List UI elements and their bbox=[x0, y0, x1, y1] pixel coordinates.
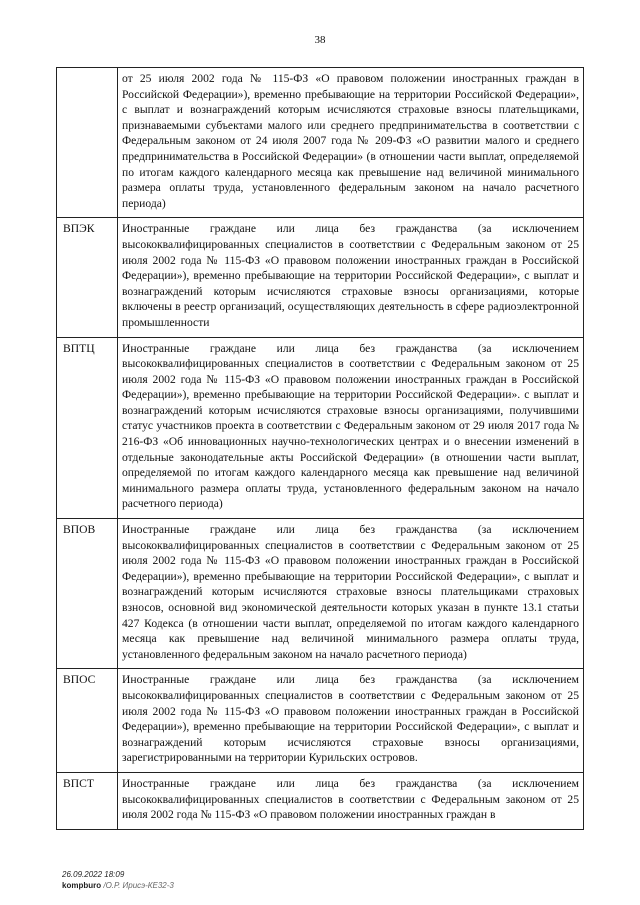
row-description: Иностранные граждане или лица без гражданства (за исключением высококвалифицированных специалистов в соответствии с Федеральным законом от 25 июля 2002 года № 115-ФЗ «О правовом положении иностранных граждан в Российской Федерации»), временно пребывающие на территории Российской Федерации», с выплат и вознаграждений которым исчисляются страховые взносы организациями, зарегистрированными на территории Курильских островов. bbox=[118, 669, 584, 773]
page-number: 38 bbox=[314, 34, 326, 46]
table-row bbox=[57, 772, 584, 829]
row-code: ВПТЦ bbox=[57, 337, 118, 519]
row-code bbox=[57, 68, 118, 218]
row-code: ВПЭК bbox=[57, 218, 118, 337]
row-code: ВПОВ bbox=[57, 519, 118, 669]
row-description: Иностранные граждане или лица без гражданства (за исключением высококвалифицированных специалистов в соответствии с Федеральным законом от 25 июля 2002 года № 115-ФЗ «О правовом положении иностранных граждан в Российской Федерации»), временно пребывающие на территории Российской Федерации», с выплат и вознаграждений которым исчисляются страховые взносы плательщиками страховых взносов, основной вид экономической деятельности которых указан в пункте 13.1 статьи 427 Кодекса (в отношении части выплат, определяемой по итогам каждого календарного месяца как превышение над величиной минимального размера оплаты труда, установленного федеральным законом на начало расчетного периода) bbox=[118, 519, 584, 669]
row-description: Иностранные граждане или лица без гражданства (за исключением высококвалифицированных специалистов в соответствии с Федеральным законом от 25 июля 2002 года № 115-ФЗ «О правовом положении иностранных граждан в bbox=[118, 772, 584, 829]
footer-date: 26.09.2022 18:09 bbox=[62, 870, 125, 879]
row-description: от 25 июля 2002 года № 115-ФЗ «О правовом положении иностранных граждан в Российской Федерации»), временно пребывающие на территории Российской Федерации», с выплат и вознаграждений которым исчисляются страховые взносы плательщиками, признаваемыми субъектами малого или среднего предпринимательства в соответствии с Федеральным законом от 24 июля 2007 года № 209-ФЗ «О развитии малого и среднего предпринимательства в Российской Федерации» (в отношении части выплат, определяемой по итогам каждого календарного месяца как превышение над величиной минимального размера оплаты труда, установленного федеральным законом на начало расчетного периода) bbox=[118, 68, 584, 218]
table-row bbox=[57, 218, 584, 337]
table-row bbox=[57, 519, 584, 669]
row-description: Иностранные граждане или лица без гражданства (за исключением высококвалифицированных специалистов в соответствии с Федеральным законом от 25 июля 2002 года № 115-ФЗ «О правовом положении иностранных граждан в Российской Федерации»), временно пребывающие на территории Российской Федерации», с выплат и вознаграждений которым исчисляются страховые взносы организациями, которые включены в реестр организаций, осуществляющих деятельность в сфере радиоэлектронной промышленности bbox=[118, 218, 584, 337]
brand-label: kompburo bbox=[62, 881, 102, 890]
signature: /О.Р. Ирисэ-КЕ32-3 bbox=[103, 881, 174, 890]
row-code: ВПСТ bbox=[57, 772, 118, 829]
table-row bbox=[57, 337, 584, 519]
footer-stamp bbox=[62, 880, 174, 891]
row-code: ВПОС bbox=[57, 669, 118, 773]
row-description: Иностранные граждане или лица без гражданства (за исключением высококвалифицированных специалистов в соответствии с Федеральным законом от 25 июля 2002 года № 115-ФЗ «О правовом положении иностранных граждан в Российской Федерации»), временно пребывающие на территории Российской Федерации». с выплат и вознаграждений которым исчисляются страховые взносы организациями, получившими статус участников проекта в соответствии с Федеральным законом от 29 июля 2017 года № 216-ФЗ «Об инновационных научно-технологических центрах и о внесении изменений в отдельные законодательные акты Российской Федерации» (в отношении части выплат, определяемой по итогам каждого календарного месяца как превышение над величиной минимального размера оплаты труда, установленного федеральным законом на начало расчетного периода) bbox=[118, 337, 584, 519]
table-row bbox=[57, 669, 584, 773]
table-row bbox=[57, 68, 584, 218]
codes-table bbox=[56, 67, 584, 830]
document-footer bbox=[62, 869, 174, 891]
